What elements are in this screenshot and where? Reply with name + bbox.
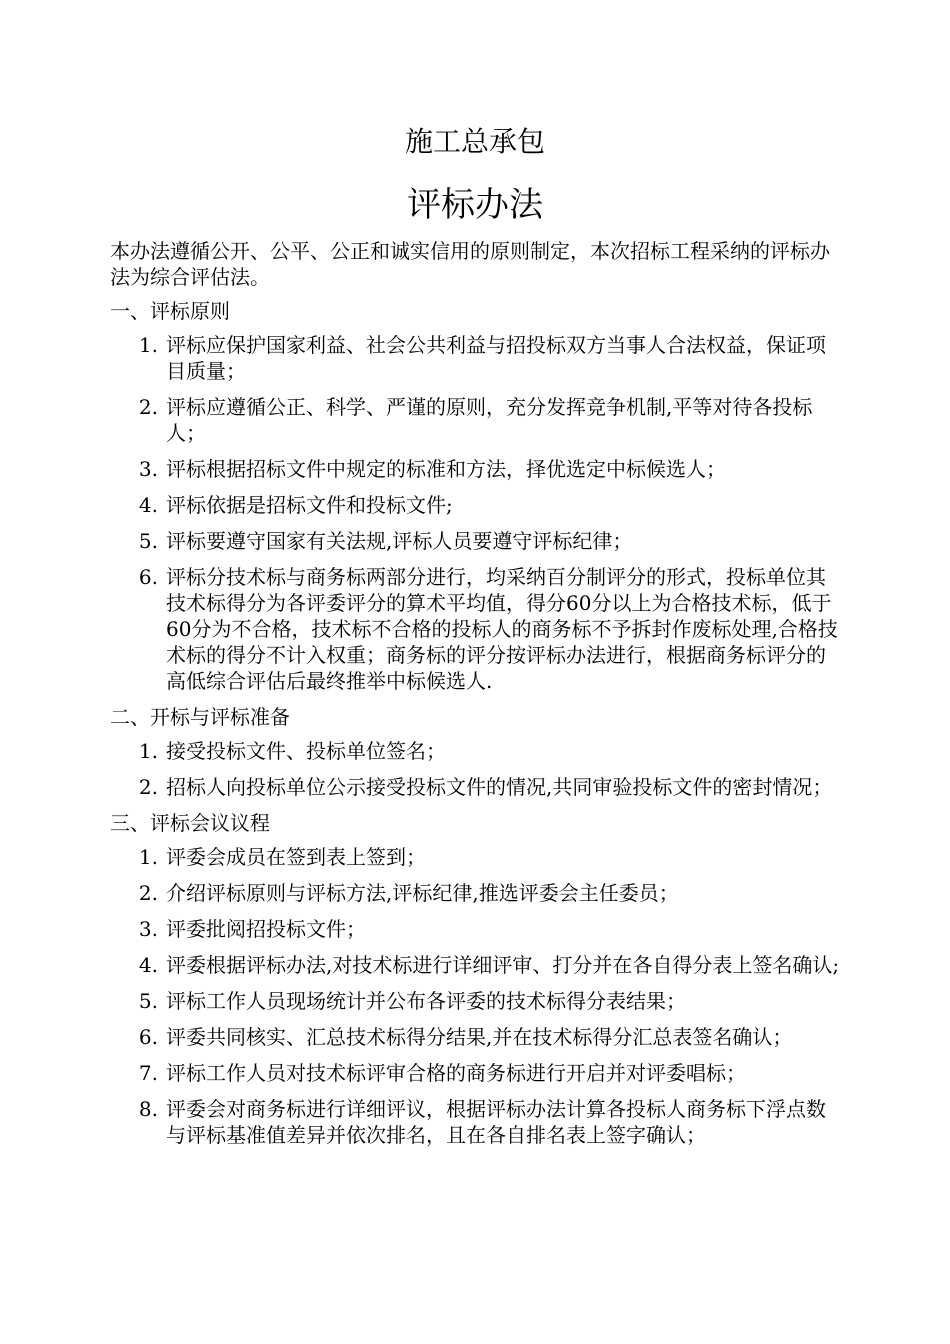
list-item-text: 评委会成员在签到表上签到； — [166, 845, 426, 869]
list-item-number: 2. — [138, 775, 158, 799]
list-item-text: 评委根据评标办法,对技术标进行详细评审、打分并在各自得分表上签名确认; — [166, 953, 840, 977]
document-title-line1: 施工总承包 — [404, 125, 545, 158]
list-item-number: 2. — [138, 395, 158, 419]
list-item-text: 评委会对商务标进行详细评议，根据评标办法计算各投标人商务标下浮点数与评标基准值差异并依次排名，且在各自排名表上签字确认； — [166, 1097, 826, 1147]
list-item — [110, 1096, 842, 1148]
list-item-number: 7. — [138, 1061, 158, 1085]
list-item-number: 1. — [138, 739, 158, 763]
list-item-text: 接受投标文件、投标单位签名； — [166, 739, 446, 763]
list-item-number: 3. — [138, 457, 158, 481]
list-item — [110, 844, 842, 870]
list-item-text: 评标分技术标与商务标两部分进行，均采纳百分制评分的形式，投标单位其技术标得分为各评委评分的算术平均值，得分60分以上为合格技术标，低于60分为不合格，技术标不合格的投标人的商务标不予拆封作废标处理,合格技术标的得分不计入权重；商务标的评分按评标办法进行，根据商务标评分的高低综合评估后最终推举中标候选人. — [166, 565, 838, 693]
list-item-number: 5. — [138, 989, 158, 1013]
list-item-text: 评标要遵守国家有关法规,评标人员要遵守评标纪律； — [166, 529, 633, 553]
list-item-number: 4. — [138, 493, 158, 517]
list-item-number: 1. — [138, 845, 158, 869]
section-heading-opening: 二、开标与评标准备 — [110, 705, 290, 729]
list-item-text: 评标依据是招标文件和投标文件; — [166, 493, 453, 517]
list-item — [110, 774, 842, 800]
list-item — [110, 332, 842, 384]
list-item-number: 6. — [138, 565, 158, 589]
section-heading-agenda: 三、评标会议议程 — [110, 811, 270, 835]
list-item — [110, 952, 842, 978]
list-item-text: 评标应遵循公正、科学、严谨的原则，充分发挥竞争机制,平等对待各投标人； — [166, 395, 813, 445]
list-item — [110, 492, 842, 518]
list-item — [110, 394, 842, 446]
list-item-text: 评标根据招标文件中规定的标准和方法，择优选定中标候选人； — [166, 457, 726, 481]
list-item-number: 1. — [138, 333, 158, 357]
list-item-number: 4. — [138, 953, 158, 977]
list-item — [110, 564, 842, 694]
list-item-number: 6. — [138, 1025, 158, 1049]
list-item-text: 招标人向投标单位公示接受投标文件的情况,共同审验投标文件的密封情况； — [166, 775, 833, 799]
document-body — [110, 238, 842, 1158]
list-item-text: 评委共同核实、汇总技术标得分结果,并在技术标得分汇总表签名确认； — [166, 1025, 793, 1049]
list-item — [110, 738, 842, 764]
list-item — [110, 528, 842, 554]
list-item-number: 2. — [138, 881, 158, 905]
list-item-text: 介绍评标原则与评标方法,评标纪律,推选评委会主任委员； — [166, 881, 679, 905]
list-item-number: 5. — [138, 529, 158, 553]
list-opening — [110, 738, 842, 800]
list-item — [110, 880, 842, 906]
list-agenda — [110, 844, 842, 1148]
list-item — [110, 456, 842, 482]
list-item-number: 3. — [138, 917, 158, 941]
list-item-text: 评委批阅招投标文件； — [166, 917, 366, 941]
list-item-number: 8. — [138, 1097, 158, 1121]
section-heading-principles: 一、评标原则 — [110, 299, 230, 323]
list-item-text: 评标工作人员对技术标评审合格的商务标进行开启并对评委唱标； — [166, 1061, 746, 1085]
list-item — [110, 988, 842, 1014]
list-item-text: 评标应保护国家利益、社会公共利益与招投标双方当事人合法权益，保证项目质量； — [166, 333, 826, 383]
list-item — [110, 916, 842, 942]
list-item-text: 评标工作人员现场统计并公布各评委的技术标得分表结果； — [166, 989, 686, 1013]
list-principles — [110, 332, 842, 694]
list-item — [110, 1060, 842, 1086]
intro-paragraph: 本办法遵循公开、公平、公正和诚实信用的原则制定，本次招标工程采纳的评标办法为综合评估法。 — [110, 239, 830, 289]
document-title-line2: 评标办法 — [407, 185, 543, 225]
list-item — [110, 1024, 842, 1050]
